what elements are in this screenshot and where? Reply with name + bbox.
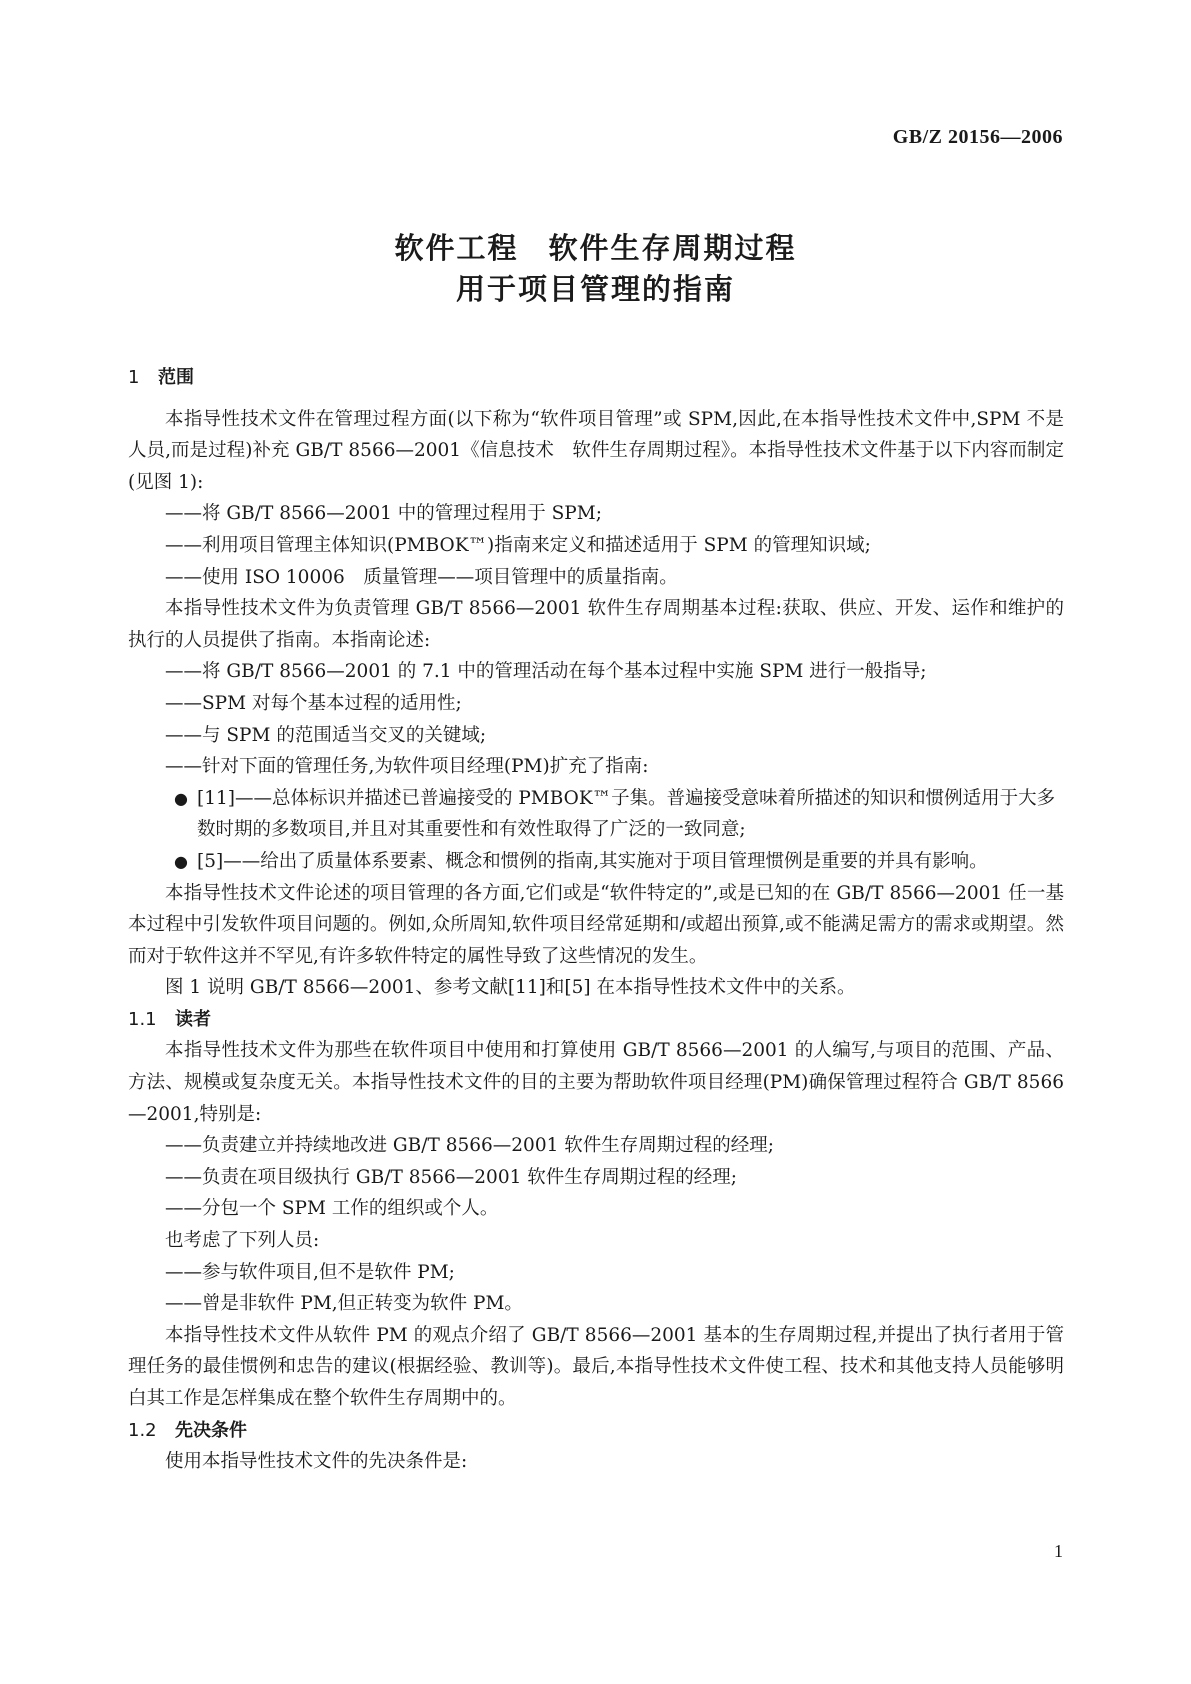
prerequisites-intro: 使用本指导性技术文件的先决条件是: <box>165 1451 468 1473</box>
bullet-text: [11]——总体标识并描述已普遍接受的 PMBOK™子集。普遍接受意味着所描述的知识和惯例适用于大多数时期的多数项目,并且对其重要性和有效性取得了广泛的一致同意; <box>197 787 1056 841</box>
title-line-2: 用于项目管理的指南 <box>455 272 735 306</box>
section-1-1-heading <box>128 1004 1064 1036</box>
list-item: ——曾是非软件 PM,但正转变为软件 PM。 <box>165 1293 523 1315</box>
bullet-text: [5]——给出了质量体系要素、概念和惯例的指南,其实施对于项目管理惯例是重要的并具有影响。 <box>197 850 988 872</box>
section-1-2-heading <box>128 1415 1064 1447</box>
section-title: 读者 <box>175 1008 211 1030</box>
software-specific-paragraph: 本指导性技术文件论述的项目管理的各方面,它们或是“软件特定的”,或是已知的在 GB/T 8566—2001 任一基本过程中引发软件项目问题的。例如,众所周知,软件项目经常延期和/或超出预算,或不能满足需方的需求或期望。然而对于软件这并不罕见,有许多软件特定的属性导致了这些情况的发生。 <box>128 882 1064 967</box>
title-line-1 <box>0 228 1191 269</box>
standard-number: GB/Z 20156—2006 <box>892 126 1063 148</box>
list-item: ——与 SPM 的范围适当交叉的关键域; <box>165 724 487 746</box>
document-body <box>128 362 1064 1478</box>
guidance-paragraph: 本指导性技术文件为负责管理 GB/T 8566—2001 软件生存周期基本过程:获取、供应、开发、运作和维护的执行的人员提供了指南。本指南论述: <box>128 598 1064 651</box>
section-number: 1.1 <box>128 1008 157 1030</box>
figure-reference-paragraph: 图 1 说明 GB/T 8566—2001、参考文献[11]和[5] 在本指导性技术文件中的关系。 <box>165 977 856 999</box>
list-item: ——负责建立并持续地改进 GB/T 8566—2001 软件生存周期过程的经理; <box>165 1135 774 1157</box>
section-title: 先决条件 <box>175 1419 247 1441</box>
closing-paragraph: 本指导性技术文件从软件 PM 的观点介绍了 GB/T 8566—2001 基本的生存周期过程,并提出了执行者用于管理任务的最佳惯例和忠告的建议(根据经验、教训等)。最后,本指导性技术文件使工程、技术和其他支持人员能够明白其工作是怎样集成在整个软件生存周期中的。 <box>128 1324 1064 1409</box>
section-title: 范围 <box>158 367 194 388</box>
list-item: ——参与软件项目,但不是软件 PM; <box>165 1261 455 1283</box>
list-item: ——使用 ISO 10006 质量管理——项目管理中的质量指南。 <box>165 566 678 588</box>
title-line-1-part-1: 软件工程 <box>394 231 519 265</box>
bullet-icon: ● <box>174 851 188 871</box>
audience-intro-paragraph: 本指导性技术文件为那些在软件项目中使用和打算使用 GB/T 8566—2001 的人编写,与项目的范围、产品、方法、规模或复杂度无关。本指导性技术文件的目的主要为帮助软件项目经理(PM)确保管理过程符合 GB/T 8566—2001,特别是: <box>128 1040 1064 1125</box>
also-considered-label: 也考虑了下列人员: <box>165 1230 320 1252</box>
section-1-heading <box>128 362 1064 394</box>
list-item: ——将 GB/T 8566—2001 的 7.1 中的管理活动在每个基本过程中实施 SPM 进行一般指导; <box>165 661 927 683</box>
section-number: 1 <box>128 367 140 388</box>
section-number: 1.2 <box>128 1419 157 1441</box>
title-line-1-part-2: 软件生存周期过程 <box>548 231 797 265</box>
document-title <box>0 228 1191 310</box>
list-item: ——将 GB/T 8566—2001 中的管理过程用于 SPM; <box>165 503 602 525</box>
bullet-item <box>128 846 1064 878</box>
list-item: ——分包一个 SPM 工作的组织或个人。 <box>165 1198 499 1220</box>
section-1-intro: 本指导性技术文件在管理过程方面(以下称为“软件项目管理”或 SPM,因此,在本指导性技术文件中,SPM 不是人员,而是过程)补充 GB/T 8566—2001《信息技术 软件生存周期过程》。本指导性技术文件基于以下内容而制定(见图 1): <box>128 408 1064 493</box>
bullet-item <box>128 783 1064 846</box>
list-item: ——SPM 对每个基本过程的适用性; <box>165 692 462 714</box>
list-item: ——负责在项目级执行 GB/T 8566—2001 软件生存周期过程的经理; <box>165 1166 737 1188</box>
list-item: ——针对下面的管理任务,为软件项目经理(PM)扩充了指南: <box>165 756 649 778</box>
page-number: 1 <box>1054 1541 1063 1561</box>
list-item: ——利用项目管理主体知识(PMBOK™)指南来定义和描述适用于 SPM 的管理知识域; <box>165 534 871 556</box>
bullet-icon: ● <box>174 788 188 808</box>
